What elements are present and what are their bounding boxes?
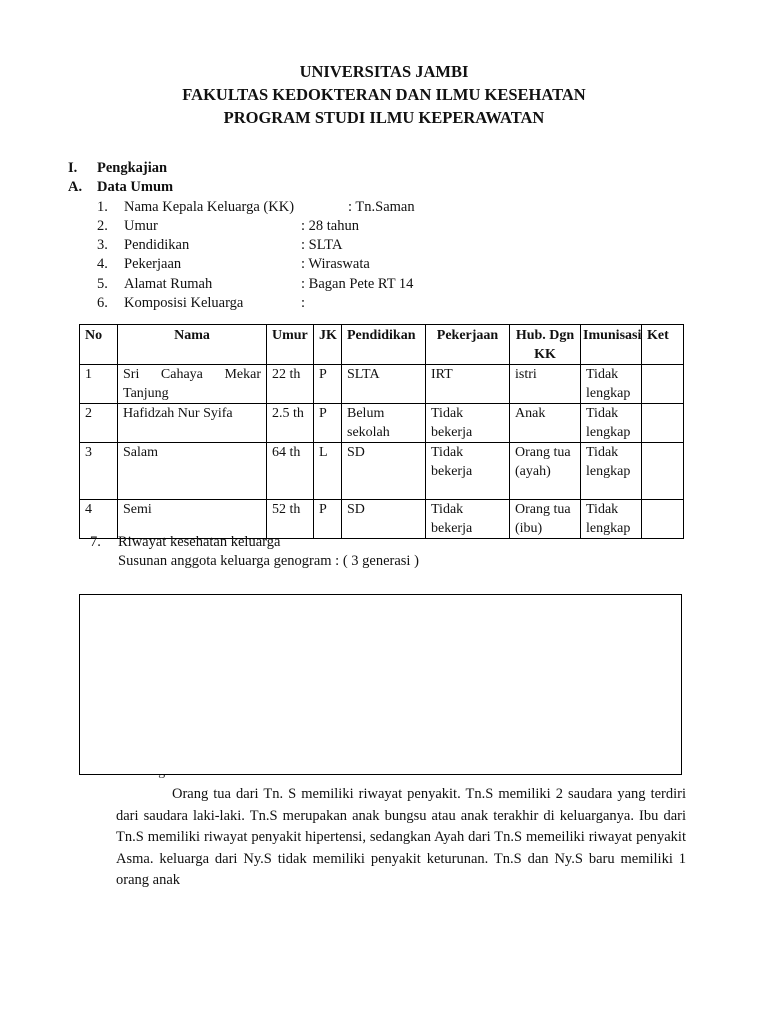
table-cell: L — [314, 443, 342, 500]
item-value: : — [301, 295, 306, 311]
table-row — [80, 500, 684, 539]
item-value: : Bagan Pete RT 14 — [301, 276, 414, 292]
item-label: Alamat Rumah — [124, 276, 213, 292]
column-header: JK — [314, 325, 342, 365]
subsection-title: Data Umum — [97, 179, 174, 195]
item-label: Riwayat kesehatan keluarga — [118, 534, 281, 550]
table-cell: Tidak lengkap — [581, 500, 642, 539]
table-cell: Tidak bekerja — [426, 404, 510, 443]
item-number: 6. — [97, 295, 108, 311]
section-title: Pengkajian — [97, 160, 168, 176]
table-cell: 64 th — [267, 443, 314, 500]
table-cell: 4 — [80, 500, 118, 539]
item-number: 5. — [97, 276, 108, 292]
family-composition-table — [79, 324, 684, 539]
item-label: Pendidikan — [124, 237, 190, 253]
faculty-title: FAKULTAS KEDOKTERAN DAN ILMU KESEHATAN — [182, 85, 586, 104]
table-cell: 1 — [80, 365, 118, 404]
table-cell: Hafidzah Nur Syifa — [118, 404, 267, 443]
column-header: Hub. Dgn KK — [510, 325, 581, 365]
table-cell: Anak — [510, 404, 581, 443]
column-header: No — [80, 325, 118, 365]
item-label: Nama Kepala Keluarga (KK) — [124, 199, 295, 215]
table-cell: Sri Cahaya Mekar Tanjung — [118, 365, 267, 404]
table-cell: 22 th — [267, 365, 314, 404]
item-number: 1. — [97, 199, 108, 215]
table-cell — [642, 500, 684, 539]
column-header: Pekerjaan — [426, 325, 510, 365]
table-cell: Salam — [118, 443, 267, 500]
keterangan-paragraph: Orang tua dari Tn. S memiliki riwayat penyakit. Tn.S memiliki 2 saudara yang terdiri dari saudara laki-laki. Tn.S merupakan anak bungsu atau anak terakhir di keluarganya. Ibu dari Tn.S memiliki riwayat penyakit hipertensi, sedangkan Ayah dari Tn.S memeiliki riwayat penyakit Asma. keluarga dari Ny.S tidak memiliki penyakit keturunan. Tn.S dan Ny.S baru memiliki 1 orang anak — [116, 786, 686, 888]
table-cell — [642, 443, 684, 500]
table-header-row — [80, 325, 684, 365]
item-number: 7. — [90, 534, 101, 550]
table-cell: 52 th — [267, 500, 314, 539]
table-cell: Tidak bekerja — [426, 443, 510, 500]
table-cell: Semi — [118, 500, 267, 539]
table-cell: Tidak lengkap — [581, 404, 642, 443]
item-value: : Tn.Saman — [348, 199, 415, 215]
column-header: Umur — [267, 325, 314, 365]
column-header: Nama — [118, 325, 267, 365]
section-number: I. — [68, 160, 78, 176]
genogram-box — [79, 594, 682, 775]
table-cell: IRT — [426, 365, 510, 404]
table-cell: istri — [510, 365, 581, 404]
table-cell: Tidak bekerja — [426, 500, 510, 539]
table-row — [80, 443, 684, 500]
item-value: : 28 tahun — [301, 218, 359, 234]
genogram-caption: Susunan anggota keluarga genogram : ( 3 generasi ) — [118, 553, 419, 569]
table-cell: Belum sekolah — [342, 404, 426, 443]
item-number: 2. — [97, 218, 108, 234]
item-label: Pekerjaan — [124, 256, 182, 272]
table-cell: SLTA — [342, 365, 426, 404]
table-row — [80, 365, 684, 404]
item-value: : SLTA — [301, 237, 343, 253]
column-header: Imunisasi — [581, 325, 642, 365]
table-cell: 2.5 th — [267, 404, 314, 443]
table-cell: SD — [342, 500, 426, 539]
table-cell: Orang tua (ayah) — [510, 443, 581, 500]
item-value: : Wiraswata — [301, 256, 370, 272]
table-cell — [642, 404, 684, 443]
table-cell: P — [314, 500, 342, 539]
table-row — [80, 404, 684, 443]
table-cell: Orang tua (ibu) — [510, 500, 581, 539]
item-label: Umur — [124, 218, 158, 234]
table-cell: P — [314, 365, 342, 404]
column-header: Ket — [642, 325, 684, 365]
table-cell: Tidak lengkap — [581, 443, 642, 500]
subsection-number: A. — [68, 179, 83, 195]
table-cell: SD — [342, 443, 426, 500]
item-number: 4. — [97, 256, 108, 272]
program-title: PROGRAM STUDI ILMU KEPERAWATAN — [223, 108, 545, 127]
item-label: Komposisi Keluarga — [124, 295, 244, 311]
table-cell: 3 — [80, 443, 118, 500]
table-cell: 2 — [80, 404, 118, 443]
university-title: UNIVERSITAS JAMBI — [299, 62, 469, 81]
item-number: 3. — [97, 237, 108, 253]
table-cell: P — [314, 404, 342, 443]
column-header: Pendidikan — [342, 325, 426, 365]
table-cell — [642, 365, 684, 404]
table-cell: Tidak lengkap — [581, 365, 642, 404]
